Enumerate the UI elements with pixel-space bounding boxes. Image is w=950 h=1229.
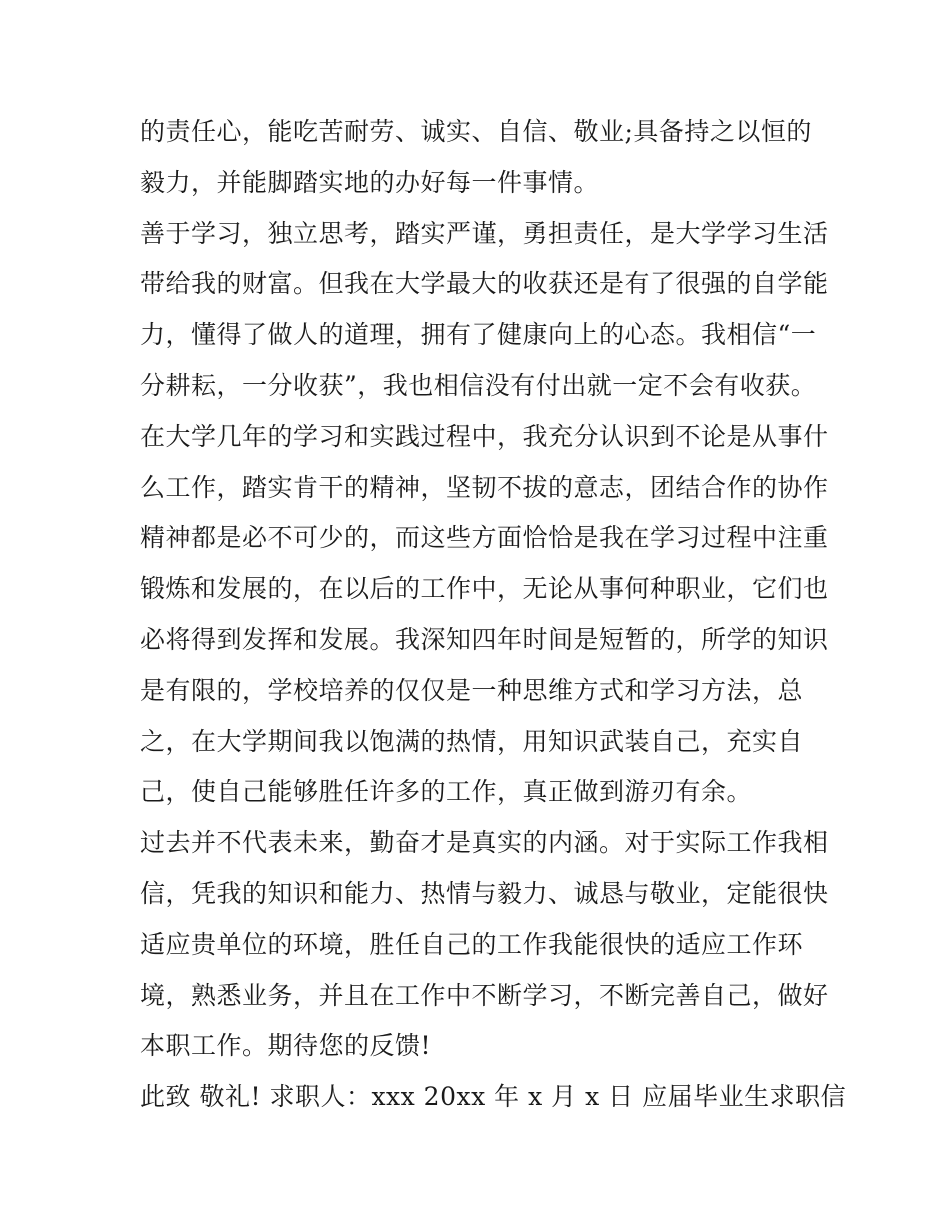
letter-body <box>140 107 847 1123</box>
text-line-7: 在大学几年的学习和实践过程中，我充分认识到不论是从事什 <box>140 421 829 451</box>
text-line-1: 的责任心，能吃苦耐劳、诚实、自信、敬业;具备持之以恒的 <box>140 117 812 146</box>
text-line-19: 本职工作。期待您的反馈! <box>140 1031 432 1061</box>
text-line-8: 么工作，踏实肯干的精神，坚韧不拔的意志，团结合作的协作 <box>140 472 829 502</box>
text-line-12: 是有限的，学校培养的仅仅是一种思维方式和学习方法，总 <box>140 675 804 705</box>
text-line-13: 之，在大学期间我以饱满的热情，用知识武装自己，充实自 <box>140 726 804 756</box>
text-line-16: 信，凭我的知识和能力、热情与毅力、诚恳与敬业，定能很快 <box>140 878 829 908</box>
text-line-9: 精神都是必不可少的，而这些方面恰恰是我在学习过程中注重 <box>140 523 829 553</box>
text-line-15: 过去并不代表未来，勤奋才是真实的内涵。对于实际工作我相 <box>140 828 829 858</box>
text-line-6: 分耕耘，一分收获”，我也相信没有付出就一定不会有收获。 <box>140 370 817 400</box>
text-line-18: 境，熟悉业务，并且在工作中不断学习，不断完善自己，做好 <box>140 980 829 1010</box>
text-line-17: 适应贵单位的环境，胜任自己的工作我能很快的适应工作环 <box>140 929 804 959</box>
text-line-2: 毅力，并能脚踏实地的办好每一件事情。 <box>140 167 600 197</box>
text-line-11: 必将得到发挥和发展。我深知四年时间是短暂的，所学的知识 <box>140 624 829 654</box>
text-line-4: 带给我的财富。但我在大学最大的收获还是有了很强的自学能 <box>140 269 829 299</box>
text-line-14: 己，使自己能够胜任许多的工作，真正做到游刃有余。 <box>140 777 753 807</box>
text-line-3: 善于学习，独立思考，踏实严谨，勇担责任，是大学学习生活 <box>140 218 829 248</box>
text-line-5: 力，懂得了做人的道理，拥有了健康向上的心态。我相信“一 <box>140 320 817 350</box>
text-line-10: 锻炼和发展的，在以后的工作中，无论从事何种职业，它们也 <box>140 574 829 604</box>
text-line-20: 此致 敬礼! 求职人：xxx 20xx 年 x 月 x 日 应届毕业生求职信 <box>140 1082 847 1112</box>
